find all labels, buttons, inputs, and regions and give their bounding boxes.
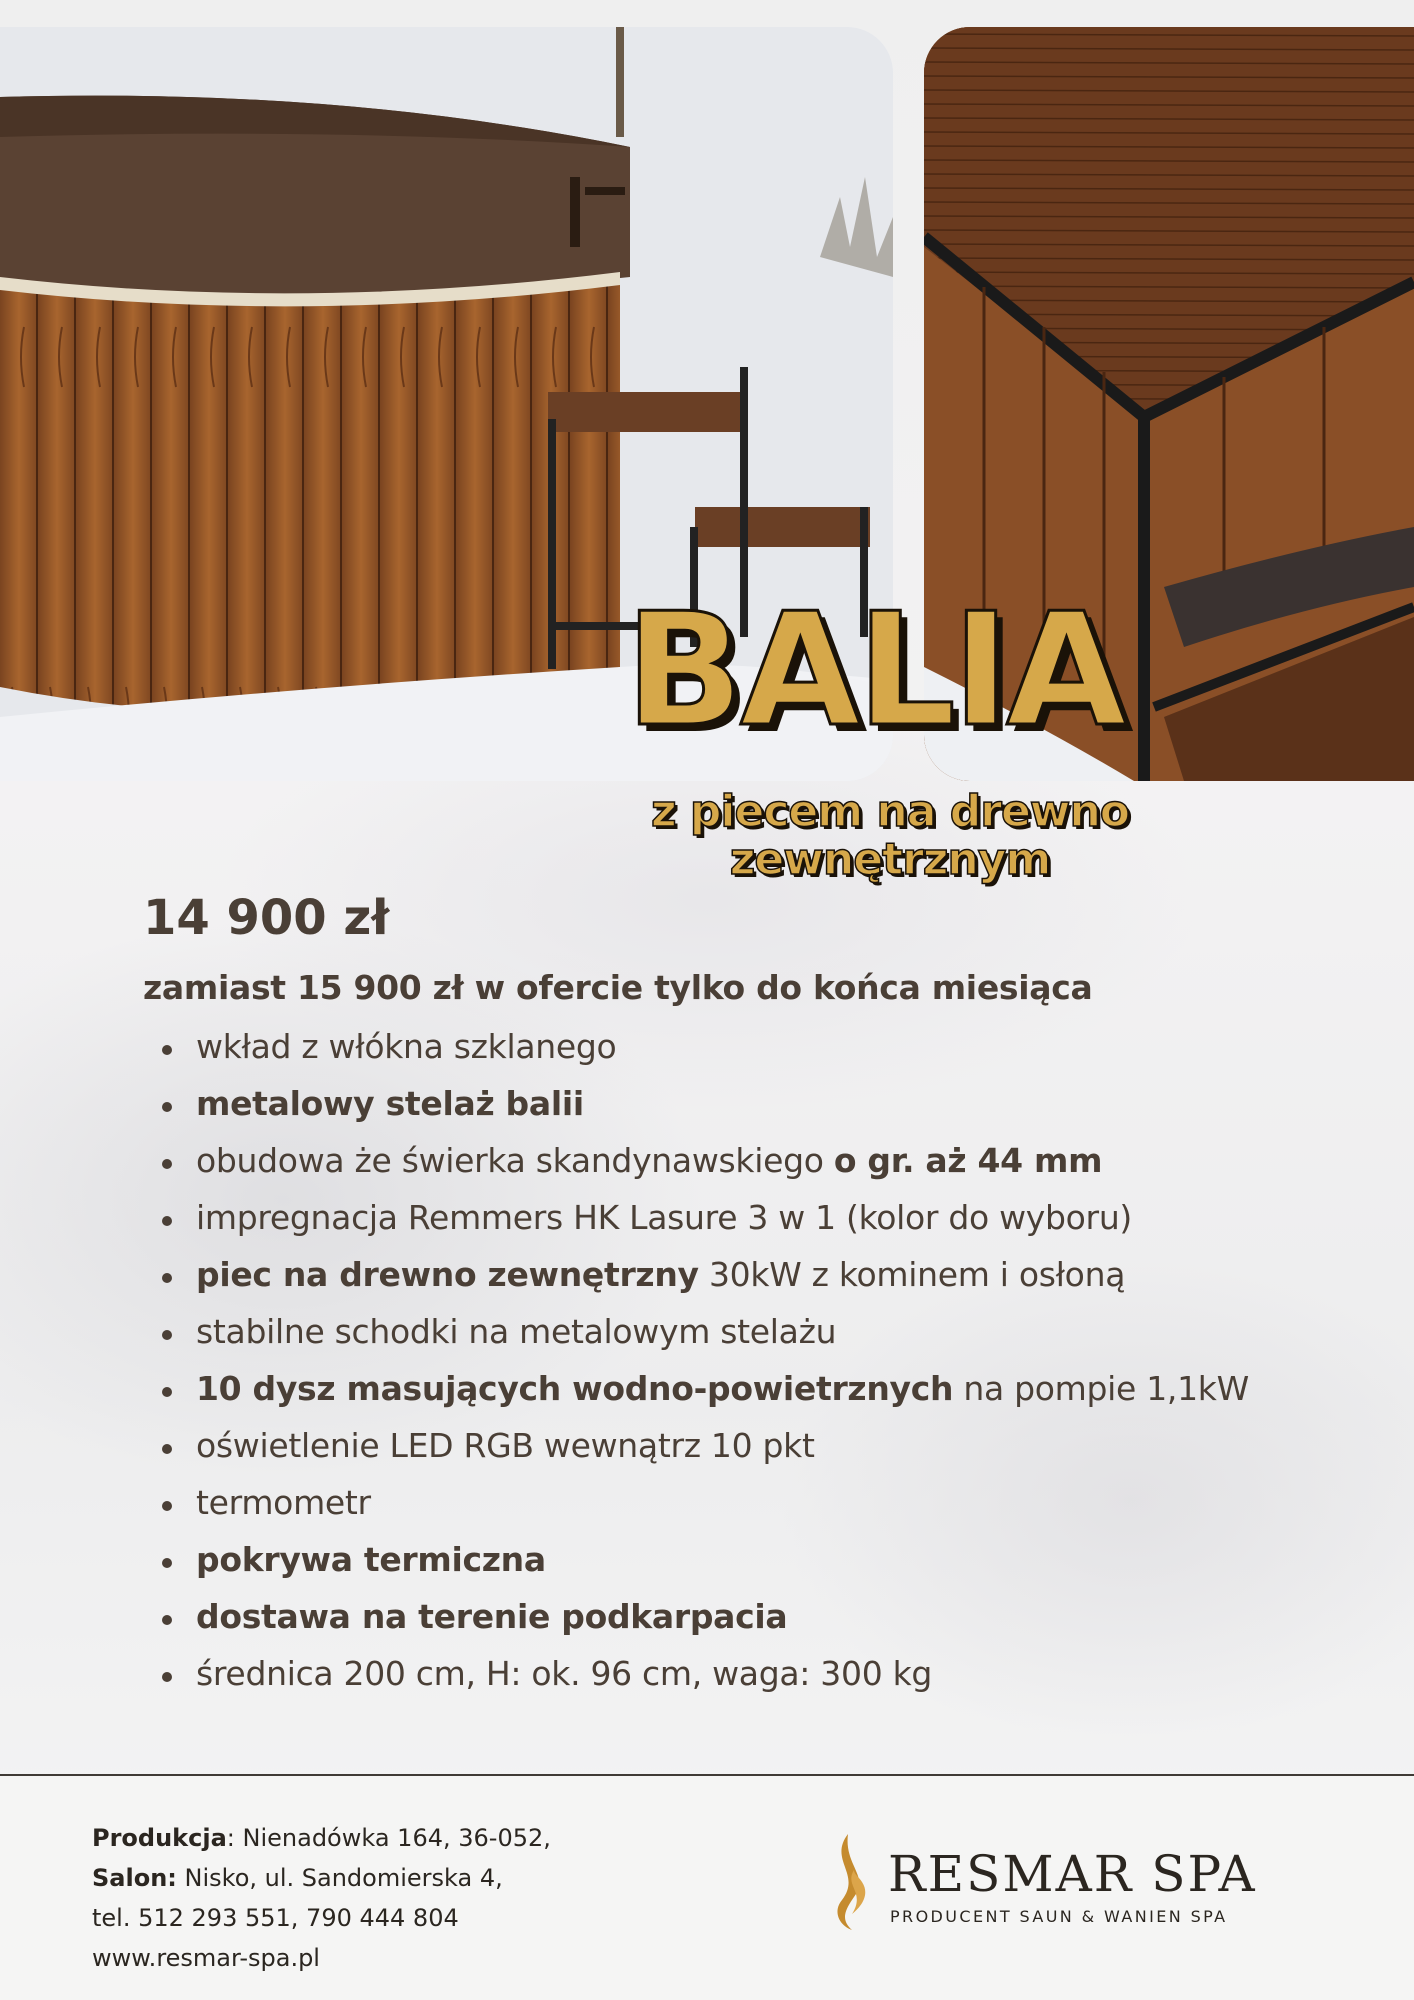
bullet-icon <box>162 1387 172 1397</box>
product-subtitle <box>560 788 1220 884</box>
bullet-icon <box>162 1045 172 1055</box>
bullet-icon <box>162 1444 172 1454</box>
feature-item: obudowa że świerka skandynawskiego o gr. aż 44 mm <box>160 1132 1360 1189</box>
bullet-icon <box>162 1330 172 1340</box>
feature-list <box>160 1018 1360 1702</box>
feature-item: metalowy stelaż balii <box>160 1075 1360 1132</box>
product-title: BALIA <box>625 579 1123 761</box>
bullet-icon <box>162 1216 172 1226</box>
feature-item: dostawa na terenie podkarpacia <box>160 1588 1360 1645</box>
bullet-icon <box>162 1273 172 1283</box>
footer-divider <box>0 1774 1414 1776</box>
feature-item: wkład z włókna szklanego <box>160 1018 1360 1075</box>
production-address: Produkcja: Nienadówka 164, 36-052, <box>92 1824 551 1852</box>
bullet-icon <box>162 1159 172 1169</box>
flame-logo-icon <box>818 1830 878 1940</box>
bullet-icon <box>162 1615 172 1625</box>
contact-info <box>92 1818 551 1978</box>
bullet-icon <box>162 1672 172 1682</box>
bullet-icon <box>162 1501 172 1511</box>
bullet-icon <box>162 1102 172 1112</box>
feature-item: średnica 200 cm, H: ok. 96 cm, waga: 300 kg <box>160 1645 1360 1702</box>
salon-address: Salon: Nisko, ul. Sandomierska 4, <box>92 1864 503 1892</box>
price: 14 900 zł <box>143 890 390 946</box>
offer-text: zamiast 15 900 zł w ofercie tylko do końca miesiąca <box>143 968 1093 1007</box>
feature-item: stabilne schodki na metalowym stelażu <box>160 1303 1360 1360</box>
bullet-icon <box>162 1558 172 1568</box>
feature-item: piec na drewno zewnętrzny 30kW z kominem i osłoną <box>160 1246 1360 1303</box>
website-link[interactable]: www.resmar-spa.pl <box>92 1944 320 1972</box>
feature-item: termometr <box>160 1474 1360 1531</box>
brand-name: RESMAR SPA <box>888 1845 1257 1903</box>
feature-item: pokrywa termiczna <box>160 1531 1360 1588</box>
feature-item: impregnacja Remmers HK Lasure 3 w 1 (kolor do wyboru) <box>160 1189 1360 1246</box>
phone-numbers: tel. 512 293 551, 790 444 804 <box>92 1904 459 1932</box>
subtitle-line-1: z piecem na drewno <box>650 786 1129 837</box>
feature-item: 10 dysz masujących wodno-powietrznych na pompie 1,1kW <box>160 1360 1360 1417</box>
subtitle-line-2: zewnętrznym <box>729 834 1051 885</box>
feature-item: oświetlenie LED RGB wewnątrz 10 pkt <box>160 1417 1360 1474</box>
brand-tagline: PRODUCENT SAUN & WANIEN SPA <box>890 1907 1228 1926</box>
